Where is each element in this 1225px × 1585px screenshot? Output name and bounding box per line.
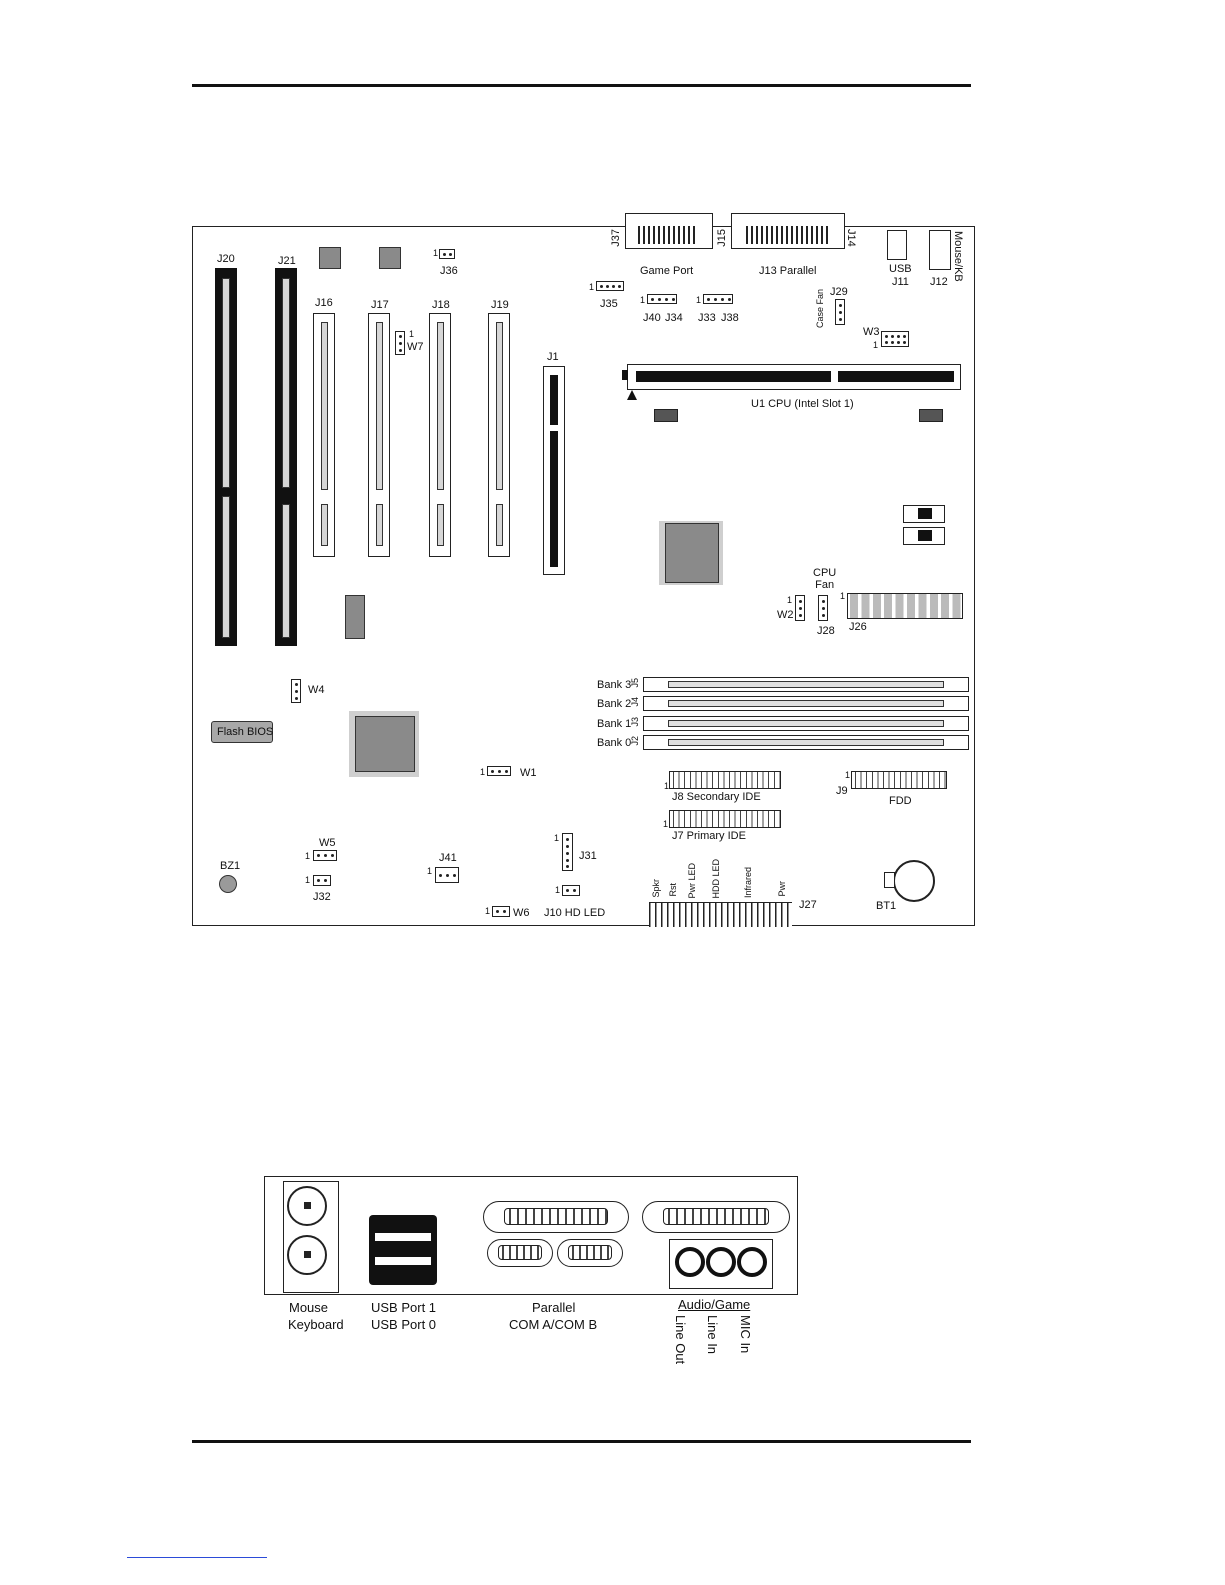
label-j20: J20 [217,253,235,265]
label-w7: W7 [407,341,424,353]
footer-rule [192,1440,971,1443]
header-j36 [439,249,455,259]
isa-slot-j21 [275,268,297,646]
buzzer-bz1 [219,875,237,893]
label-usb: USB [889,263,912,275]
pin1-j36: 1 [433,248,439,258]
label-w5: W5 [319,837,336,849]
pin1-w3: 1 [873,340,879,350]
agp-slot-j1 [543,366,565,575]
cpu-slot-u1 [627,364,961,390]
label-j29: J29 [830,286,848,298]
pin1-j35: 1 [589,282,595,292]
com-a-port-icon [487,1239,553,1267]
label-j35: J35 [600,298,618,310]
label-line-in: Line In [705,1315,720,1355]
label-j32: J32 [313,891,331,903]
header-w7 [395,331,405,355]
chip-small-3 [345,595,365,639]
pin1-w5: 1 [305,851,311,861]
pci-slot-j19 [488,313,510,557]
pci-slot-j17 [368,313,390,557]
header-j28 [818,595,828,621]
label-j9: J9 [836,785,848,797]
fdd-connector-j9 [851,771,947,789]
back-panel-diagram [264,1176,798,1295]
header-j33-j38 [703,294,733,304]
label-usb-port-0: USB Port 0 [371,1317,437,1332]
game-port-icon [642,1201,790,1233]
usb-port-stack [369,1215,437,1285]
label-case-fan: Case Fan [815,289,825,329]
label-bank3: Bank 3 [597,679,632,691]
dimm-slot-j2 [643,735,969,750]
label-j33: J33 [698,312,716,324]
pin1-j32: 1 [305,875,311,885]
header-w6 [492,906,510,917]
label-pwr-led: Pwr LED [687,863,697,899]
label-bank1: Bank 1 [597,718,632,730]
pin1-w6: 1 [485,906,491,916]
pin1-w7: 1 [409,329,415,339]
label-w3: W3 [863,326,880,338]
atx-power-j26 [847,593,963,619]
voltage-regulator-2 [903,527,945,545]
label-com: COM A/COM B [509,1317,598,1332]
label-bank0: Bank 0 [597,737,632,749]
label-flash-bios: Flash BIOS [217,726,274,738]
label-j37: J37 [610,229,622,247]
label-j5: J5 [630,678,640,688]
label-j4: J4 [630,697,640,707]
label-w4: W4 [308,684,325,696]
isa-slot-j20 [215,268,237,646]
motherboard-diagram [192,226,975,926]
label-j16: J16 [315,297,333,309]
pin1-w2: 1 [787,595,793,605]
label-mouse: Mouse [289,1300,329,1315]
label-mic-in: MIC In [738,1315,753,1354]
label-j40: J40 [643,312,661,324]
pin1-j10: 1 [555,885,561,895]
label-cpu-fan: CPU Fan [813,567,837,591]
usb-connector-j11 [887,230,907,260]
label-keyboard: Keyboard [288,1317,344,1332]
label-j12: J12 [930,276,948,288]
header-w3 [881,331,909,347]
label-w2: W2 [777,609,794,621]
pin1-j7: 1 [663,819,669,829]
pci-slot-j18 [429,313,451,557]
parallel-port-icon [483,1201,629,1233]
ide-secondary-j8 [669,771,781,789]
line-in-jack-icon [706,1247,736,1277]
mouse-kb-connector-j12 [929,230,951,270]
mic-in-jack-icon [737,1247,767,1277]
label-w6: W6 [513,907,530,919]
label-j18: J18 [432,299,450,311]
parallel-connector [731,213,845,249]
header-j35 [596,281,624,291]
label-j10: J10 HD LED [544,907,606,919]
mouse-port-icon [287,1186,327,1226]
label-j38: J38 [721,312,739,324]
battery-clip [884,872,895,888]
cpu-slot-key [622,370,628,380]
label-spkr: Spkr [651,879,661,898]
label-j15: J15 [716,229,728,247]
chip-small-1 [319,247,341,269]
dimm-slot-j5 [643,677,969,692]
label-cpu: U1 CPU (Intel Slot 1) [751,398,854,410]
pin1-j31: 1 [554,833,560,843]
label-infrared: Infrared [743,867,753,899]
label-j1: J1 [547,351,559,363]
header-w2 [795,595,805,621]
header-j29 [835,299,845,325]
flash-bios-chip [211,721,273,743]
label-j26: J26 [849,621,867,633]
label-game-port: Game Port [640,265,694,277]
voltage-regulator-1 [903,505,945,523]
label-j34: J34 [665,312,683,324]
header-j41 [435,867,459,883]
northbridge-chip [665,523,719,583]
label-parallel: Parallel [532,1300,576,1315]
pci-slot-j16 [313,313,335,557]
label-bz1: BZ1 [220,860,241,872]
dimm-slot-j4 [643,696,969,711]
header-j31 [562,833,573,871]
label-pwr: Pwr [777,881,787,897]
battery-bt1 [893,860,935,902]
pin1-w1: 1 [480,767,486,777]
label-bt1: BT1 [876,900,897,912]
label-j31: J31 [579,850,597,862]
label-j8: J8 Secondary IDE [672,791,761,803]
label-j27: J27 [799,899,817,911]
label-j2: J2 [630,736,640,746]
header-j10 [562,885,580,896]
ide-primary-j7 [669,810,781,828]
cpu-retention-left [654,409,678,422]
dimm-slot-j3 [643,716,969,731]
label-mouse-kb: Mouse/KB [952,231,964,282]
southbridge-chip [355,716,415,772]
header-j32 [313,875,331,886]
label-hdd-led: HDD LED [711,859,721,899]
header-w5 [313,850,337,861]
label-j7: J7 Primary IDE [672,830,746,842]
header-j40-j34 [647,294,677,304]
label-j36: J36 [440,265,458,277]
label-j41: J41 [439,852,457,864]
label-line-out: Line Out [673,1315,688,1365]
header-w4 [291,679,301,703]
label-j17: J17 [371,299,389,311]
pin1-j41: 1 [427,866,433,876]
com-b-port-icon [557,1239,623,1267]
label-j19: J19 [491,299,509,311]
cpu-retention-right [919,409,943,422]
pin1-j40: 1 [640,295,646,305]
label-fdd: FDD [889,795,912,807]
pin1-j9: 1 [845,770,851,780]
label-w1: W1 [520,767,537,779]
label-j14: J14 [845,229,857,247]
label-audio-game: Audio/Game [678,1297,751,1312]
chip-small-2 [379,247,401,269]
game-port-connector [625,213,713,249]
label-j11: J11 [892,276,909,288]
label-j13: J13 Parallel [759,265,817,277]
header-rule [192,84,971,87]
label-rst: Rst [668,883,678,897]
line-out-jack-icon [675,1247,705,1277]
front-panel-header-j27 [649,902,792,927]
pin1-j26: 1 [840,591,846,601]
label-j28: J28 [817,625,835,637]
arrow-up-icon [627,390,637,400]
label-j3: J3 [630,717,640,727]
pin1-j8: 1 [664,781,670,791]
label-usb-port-1: USB Port 1 [371,1300,437,1315]
pin1-j33: 1 [696,295,702,305]
header-w1 [487,766,511,776]
footer-link-underline[interactable] [127,1557,267,1558]
label-bank2: Bank 2 [597,698,632,710]
label-j21: J21 [278,255,296,267]
keyboard-port-icon [287,1235,327,1275]
